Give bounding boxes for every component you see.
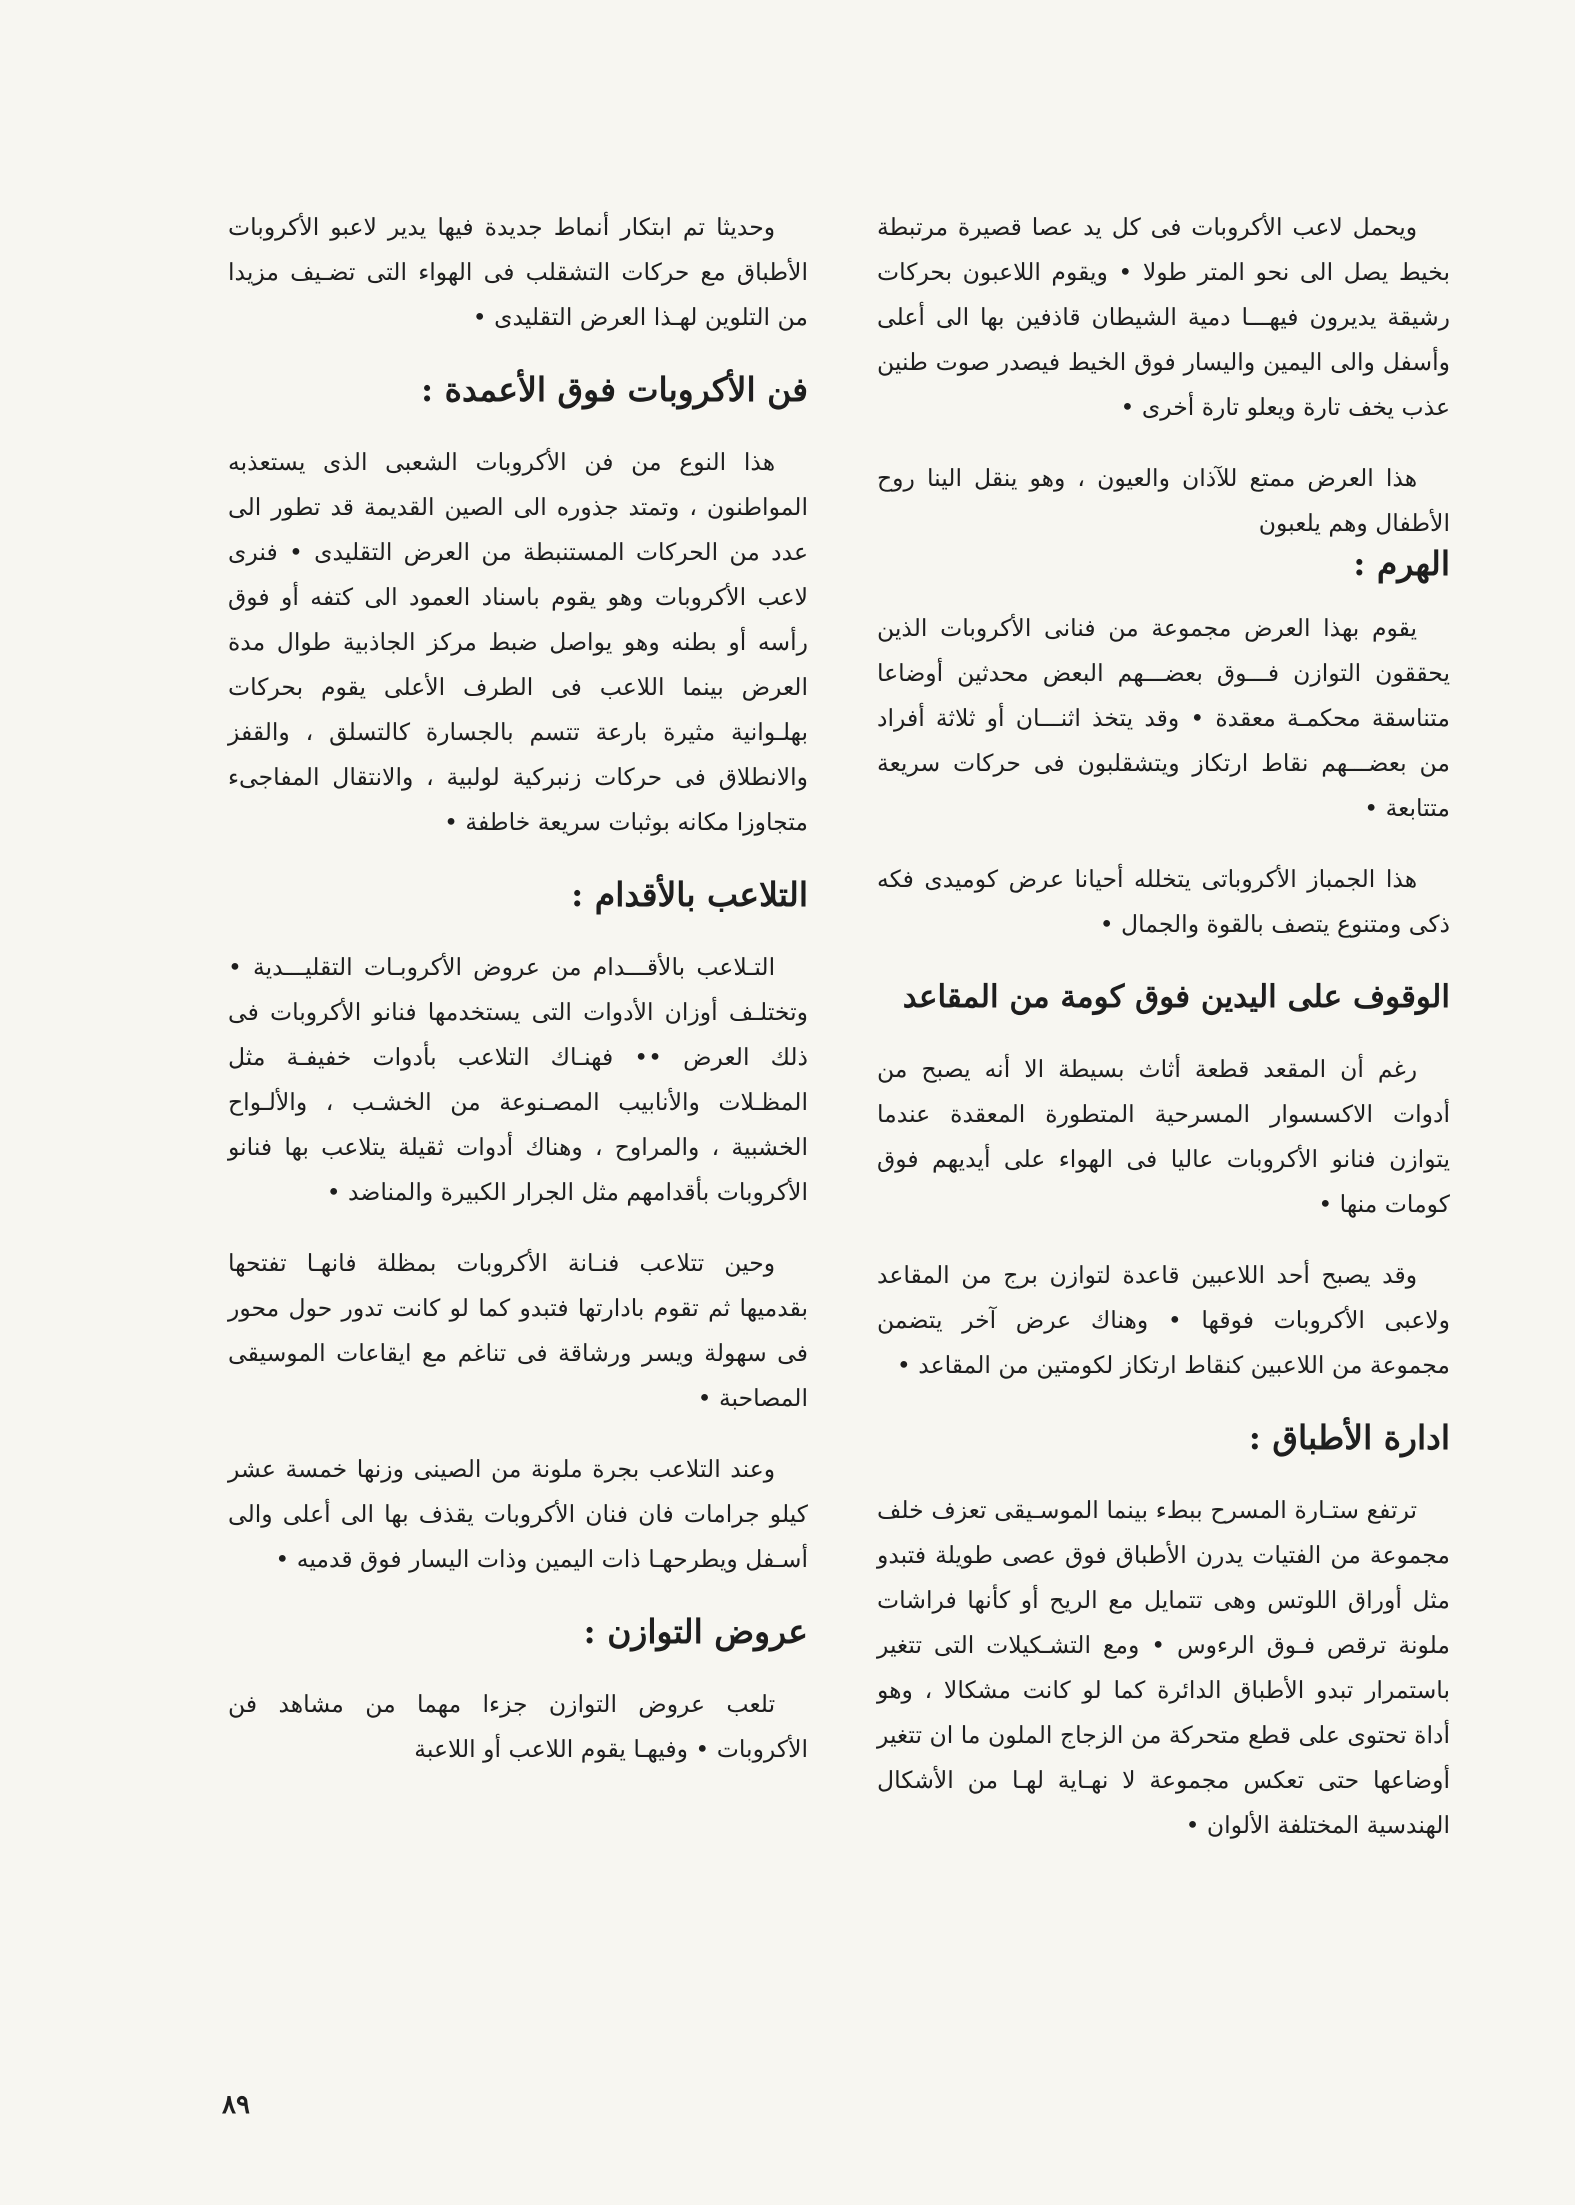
section-heading-feet: التلاعب بالأقدام :	[571, 875, 808, 914]
paragraph: وقد يصبح أحد اللاعبين قاعدة لتوازن برج من المقاعد ولاعبى الأكروبات فوقها • وهناك عرض آخر يتضمن مجموعة من اللاعبين كنقاط ارتكاز لكومتين من المقاعد •	[877, 1261, 1450, 1379]
section-heading-poles: فن الأكروبات فوق الأعمدة :	[421, 370, 808, 409]
paragraph: هذا العرض ممتع للآذان والعيون ، وهو ينقل الينا روح الأطفال وهم يلعبون	[877, 464, 1450, 537]
paragraph: ويحمل لاعب الأكروبات فى كل يد عصا قصيرة مرتبطة بخيط يصل الى نحو المتر طولا • ويقوم اللاعبون بحركات رشيقة يديرون فيهـــا دمية الشيطان قاذفين بها الى أعلى وأسفل والى اليمين واليسار فوق الخيط فيصدر صوت طنين عذب يخف تارة ويعلو تارة أخرى •	[877, 213, 1450, 421]
left-column	[228, 205, 808, 1798]
right-column	[877, 205, 1450, 1874]
paragraph: يقوم بهذا العرض مجموعة من فنانى الأكروبات الذين يحققون التوازن فـــوق بعضـــهم البعض محدثين أوضاعا متناسقة محكمـة معقدة • وقد يتخذ اثنـــان أو ثلاثة أفراد من بعضـــهم نقاط ارتكاز ويتشقلبون فى حركات سريعة متتابعة •	[877, 614, 1450, 822]
paragraph: هذا النوع من فن الأكروبات الشعبى الذى يستعذبه المواطنون ، وتمتد جذوره الى الصين القديمة قد تطور الى عدد من الحركات المستنبطة من العرض التقليدى • فنرى لاعب الأكروبات وهو يقوم باسناد العمود الى كتفه أو فوق رأسه أو بطنه وهو يواصل ضبط مركز الجاذبية طوال مدة العرض بينما اللاعب فى الطرف الأعلى يقوم بحركات بهلـوانية مثيرة بارعة تتسم بالجسارة كالتسلق ، والقفز والانطلاق فى حركات زنبركية لولبية ، والانتقال المفاجىء متجاوزا مكانه بوثبات سريعة خاطفة •	[228, 448, 808, 836]
section-heading-pyramid: الهرم :	[1353, 544, 1450, 583]
paragraph: التـلاعب بالأقـــدام من عروض الأكروبـات التقليـــدية • وتختلـف أوزان الأدوات التى يستخدمها فنانو الأكروبات فى ذلك العرض •• فهنـاك التلاعب بأدوات خفيفـة مثل المظـلات والأنابيب المصـنوعة من الخشـب ، والألـواح الخشبية ، والمراوح ، وهناك أدوات ثقيلة يتلاعب بها فنانو الأكروبات بأقدامهم مثل الجرار الكبيرة والمناضد •	[228, 953, 808, 1206]
section-heading-chairs: الوقوف على اليدين فوق كومة من المقاعد	[902, 979, 1450, 1015]
paragraph: هذا الجمباز الأكروباتى يتخلله أحيانا عرض كوميدى فكه ذكى ومتنوع يتصف بالقوة والجمال •	[877, 865, 1450, 938]
page-number: ٨٩	[222, 2090, 250, 2120]
section-heading-plates: ادارة الأطباق :	[1248, 1418, 1450, 1457]
paragraph: وحين تتلاعب فنـانة الأكروبات بمظلة فانهـا تفتحها بقدميها ثم تقوم بادارتها فتبدو كما لو كانت تدور حول محور فى سهولة ويسر ورشاقة فى تناغم مع ايقاعات الموسيقى المصاحبة •	[228, 1249, 808, 1412]
paragraph: تلعب عروض التوازن جزءا مهما من مشاهد فن الأكروبات • وفيهـا يقوم اللاعب أو اللاعبة	[228, 1690, 808, 1763]
paragraph: ترتفع ستـارة المسرح ببطء بينما الموسـيقى تعزف خلف مجموعة من الفتيات يدرن الأطباق فوق عصى طويلة فتبدو مثل أوراق اللوتس وهى تتمايل مع الريح أو كأنها فراشات ملونة ترقص فـوق الرءوس • ومع التشـكيلات التى تتغير باستمرار تبدو الأطباق الدائرة كما لو كانت مشكالا ، وهو أداة تحتوى على قطع متحركة من الزجاج الملون ما ان تتغير أوضاعها حتى تعكس مجموعة لا نهـاية لهـا من الأشكال الهندسية المختلفة الألوان •	[877, 1496, 1450, 1839]
paragraph: رغم أن المقعد قطعة أثاث بسيطة الا أنه يصبح من أدوات الاكسسوار المسرحية المتطورة المعقدة عندما يتوازن فنانو الأكروبات عاليا فى الهواء على أيديهم فوق كومات منها •	[877, 1055, 1450, 1218]
paragraph: وحديثا تم ابتكار أنماط جديدة فيها يدير لاعبو الأكروبات الأطباق مع حركات التشقلب فى الهواء التى تضـيف مزيدا من التلوين لهـذا العرض التقليدى •	[228, 213, 808, 331]
section-heading-balance: عروض التوازن :	[583, 1612, 808, 1651]
paragraph: وعند التلاعب بجرة ملونة من الصينى وزنها خمسة عشر كيلو جرامات فان فنان الأكروبات يقذف بها الى أعلى والى أسـفل ويطرحهـا ذات اليمين وذات اليسار فوق قدميه •	[228, 1455, 808, 1573]
